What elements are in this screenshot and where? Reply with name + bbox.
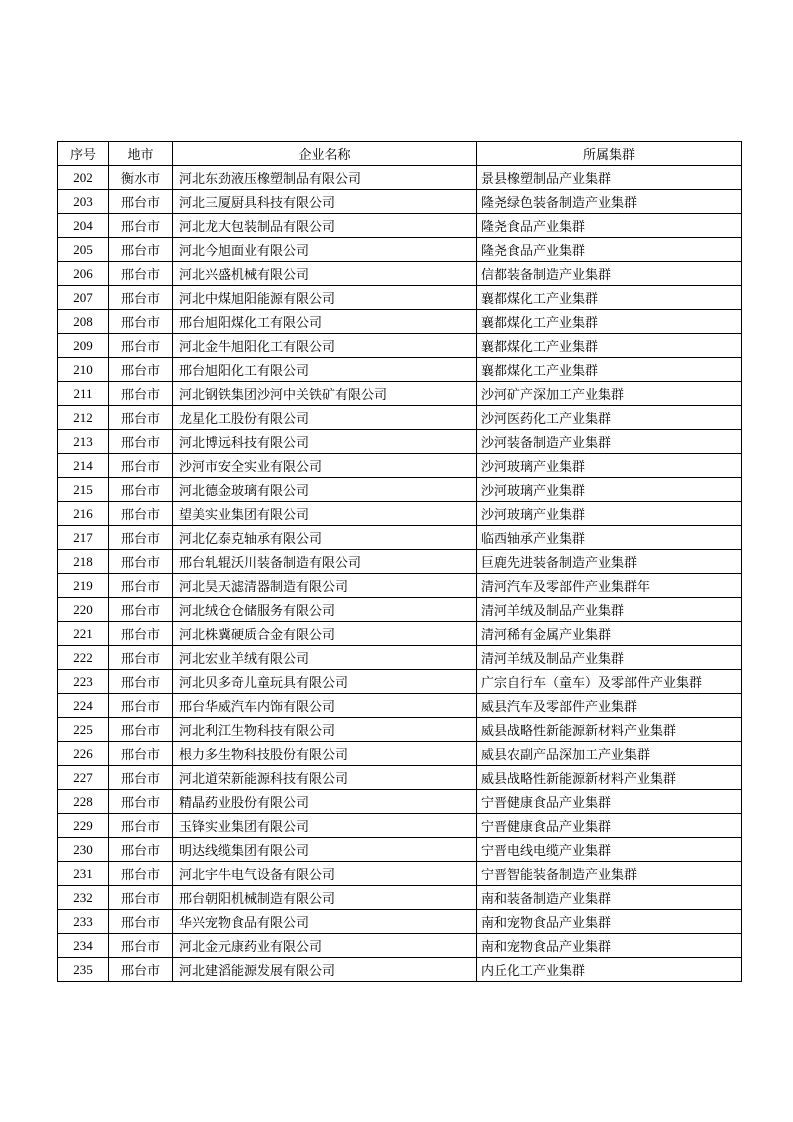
cell-city: 邢台市 [109, 814, 173, 838]
cell-serial: 218 [58, 550, 109, 574]
cell-serial: 216 [58, 502, 109, 526]
table-row [58, 790, 742, 814]
cell-serial: 229 [58, 814, 109, 838]
cell-city: 邢台市 [109, 886, 173, 910]
cell-serial: 204 [58, 214, 109, 238]
cell-cluster: 威县农副产品深加工产业集群 [477, 742, 742, 766]
cell-serial: 235 [58, 958, 109, 982]
table-row [58, 646, 742, 670]
cell-city: 邢台市 [109, 598, 173, 622]
cell-company: 华兴宠物食品有限公司 [173, 910, 477, 934]
cell-cluster: 南和宠物食品产业集群 [477, 910, 742, 934]
cell-city: 邢台市 [109, 766, 173, 790]
table-row [58, 814, 742, 838]
cell-cluster: 宁晋智能装备制造产业集群 [477, 862, 742, 886]
table-row [58, 670, 742, 694]
header-city: 地市 [109, 142, 173, 166]
cell-serial: 211 [58, 382, 109, 406]
cell-city: 邢台市 [109, 262, 173, 286]
cell-company: 河北株冀硬质合金有限公司 [173, 622, 477, 646]
cell-cluster: 南和宠物食品产业集群 [477, 934, 742, 958]
cell-cluster: 隆尧食品产业集群 [477, 238, 742, 262]
cell-city: 邢台市 [109, 430, 173, 454]
table-row [58, 694, 742, 718]
cell-city: 邢台市 [109, 550, 173, 574]
cell-cluster: 隆尧食品产业集群 [477, 214, 742, 238]
header-company: 企业名称 [173, 142, 477, 166]
cell-city: 邢台市 [109, 406, 173, 430]
cell-cluster: 信都装备制造产业集群 [477, 262, 742, 286]
cell-company: 根力多生物科技股份有限公司 [173, 742, 477, 766]
cell-company: 河北昊天滤清器制造有限公司 [173, 574, 477, 598]
cell-company: 河北兴盛机械有限公司 [173, 262, 477, 286]
cell-company: 河北金元康药业有限公司 [173, 934, 477, 958]
cell-city: 邢台市 [109, 718, 173, 742]
header-serial: 序号 [58, 142, 109, 166]
cell-serial: 212 [58, 406, 109, 430]
table-row [58, 334, 742, 358]
cell-cluster: 南和装备制造产业集群 [477, 886, 742, 910]
cell-cluster: 宁晋健康食品产业集群 [477, 790, 742, 814]
table-row [58, 838, 742, 862]
cell-cluster: 宁晋健康食品产业集群 [477, 814, 742, 838]
cell-serial: 222 [58, 646, 109, 670]
cell-cluster: 沙河玻璃产业集群 [477, 454, 742, 478]
cell-cluster: 威县汽车及零部件产业集群 [477, 694, 742, 718]
header-row [58, 142, 742, 166]
cell-serial: 225 [58, 718, 109, 742]
cell-cluster: 沙河装备制造产业集群 [477, 430, 742, 454]
cell-company: 河北金牛旭阳化工有限公司 [173, 334, 477, 358]
cell-city: 邢台市 [109, 526, 173, 550]
cell-serial: 206 [58, 262, 109, 286]
cell-cluster: 威县战略性新能源新材料产业集群 [477, 718, 742, 742]
cell-serial: 231 [58, 862, 109, 886]
cell-city: 邢台市 [109, 286, 173, 310]
cell-company: 河北钢铁集团沙河中关铁矿有限公司 [173, 382, 477, 406]
cell-serial: 205 [58, 238, 109, 262]
cell-company: 河北中煤旭阳能源有限公司 [173, 286, 477, 310]
cell-cluster: 巨鹿先进装备制造产业集群 [477, 550, 742, 574]
cell-cluster: 襄都煤化工产业集群 [477, 286, 742, 310]
cell-cluster: 清河羊绒及制品产业集群 [477, 646, 742, 670]
cell-city: 邢台市 [109, 742, 173, 766]
table-row [58, 430, 742, 454]
cell-serial: 213 [58, 430, 109, 454]
cell-city: 邢台市 [109, 358, 173, 382]
table-row [58, 166, 742, 190]
cell-serial: 217 [58, 526, 109, 550]
table-row [58, 742, 742, 766]
cell-company: 邢台旭阳化工有限公司 [173, 358, 477, 382]
table-row [58, 910, 742, 934]
cell-cluster: 沙河矿产深加工产业集群 [477, 382, 742, 406]
table-row [58, 598, 742, 622]
table-row [58, 358, 742, 382]
cell-city: 邢台市 [109, 934, 173, 958]
cell-company: 河北利江生物科技有限公司 [173, 718, 477, 742]
table-body [58, 166, 742, 982]
cell-serial: 234 [58, 934, 109, 958]
cell-cluster: 沙河医药化工产业集群 [477, 406, 742, 430]
table-row [58, 550, 742, 574]
cell-company: 河北宏业羊绒有限公司 [173, 646, 477, 670]
cell-serial: 221 [58, 622, 109, 646]
company-cluster-table [57, 141, 742, 982]
cell-company: 邢台轧辊沃川装备制造有限公司 [173, 550, 477, 574]
cell-serial: 226 [58, 742, 109, 766]
table-row [58, 190, 742, 214]
table-row [58, 238, 742, 262]
table-row [58, 886, 742, 910]
cell-city: 邢台市 [109, 190, 173, 214]
cell-cluster: 临西轴承产业集群 [477, 526, 742, 550]
header-cluster: 所属集群 [477, 142, 742, 166]
cell-serial: 203 [58, 190, 109, 214]
cell-city: 邢台市 [109, 238, 173, 262]
cell-cluster: 清河汽车及零部件产业集群年 [477, 574, 742, 598]
cell-serial: 208 [58, 310, 109, 334]
cell-serial: 223 [58, 670, 109, 694]
cell-cluster: 沙河玻璃产业集群 [477, 502, 742, 526]
cell-city: 邢台市 [109, 574, 173, 598]
cell-serial: 219 [58, 574, 109, 598]
cell-company: 邢台旭阳煤化工有限公司 [173, 310, 477, 334]
table-row [58, 526, 742, 550]
cell-company: 河北博远科技有限公司 [173, 430, 477, 454]
cell-serial: 215 [58, 478, 109, 502]
cell-company: 河北道荣新能源科技有限公司 [173, 766, 477, 790]
cell-serial: 233 [58, 910, 109, 934]
cell-company: 河北绒仓仓储服务有限公司 [173, 598, 477, 622]
cell-cluster: 清河稀有金属产业集群 [477, 622, 742, 646]
cell-cluster: 宁晋电线电缆产业集群 [477, 838, 742, 862]
cell-city: 邢台市 [109, 694, 173, 718]
cell-serial: 227 [58, 766, 109, 790]
cell-serial: 214 [58, 454, 109, 478]
cell-city: 邢台市 [109, 910, 173, 934]
table-row [58, 382, 742, 406]
table-row [58, 286, 742, 310]
cell-cluster: 景县橡塑制品产业集群 [477, 166, 742, 190]
cell-serial: 228 [58, 790, 109, 814]
cell-serial: 230 [58, 838, 109, 862]
cell-serial: 210 [58, 358, 109, 382]
cell-city: 邢台市 [109, 382, 173, 406]
table-row [58, 862, 742, 886]
cell-company: 河北亿泰克轴承有限公司 [173, 526, 477, 550]
cell-company: 河北三厦厨具科技有限公司 [173, 190, 477, 214]
table-row [58, 310, 742, 334]
table-row [58, 406, 742, 430]
cell-city: 邢台市 [109, 454, 173, 478]
cell-cluster: 沙河玻璃产业集群 [477, 478, 742, 502]
cell-company: 明达线缆集团有限公司 [173, 838, 477, 862]
cell-serial: 209 [58, 334, 109, 358]
cell-cluster: 襄都煤化工产业集群 [477, 334, 742, 358]
cell-city: 邢台市 [109, 334, 173, 358]
cell-city: 邢台市 [109, 862, 173, 886]
table-row [58, 718, 742, 742]
table-row [58, 622, 742, 646]
cell-company: 河北建滔能源发展有限公司 [173, 958, 477, 982]
cell-city: 邢台市 [109, 958, 173, 982]
cell-city: 邢台市 [109, 478, 173, 502]
cell-city: 邢台市 [109, 214, 173, 238]
cell-cluster: 襄都煤化工产业集群 [477, 310, 742, 334]
cell-city: 邢台市 [109, 670, 173, 694]
cell-cluster: 隆尧绿色装备制造产业集群 [477, 190, 742, 214]
cell-company: 沙河市安全实业有限公司 [173, 454, 477, 478]
cell-company: 河北东劲液压橡塑制品有限公司 [173, 166, 477, 190]
cell-serial: 220 [58, 598, 109, 622]
cell-city: 邢台市 [109, 310, 173, 334]
cell-city: 衡水市 [109, 166, 173, 190]
table-row [58, 934, 742, 958]
cell-cluster: 内丘化工产业集群 [477, 958, 742, 982]
cell-company: 望美实业集团有限公司 [173, 502, 477, 526]
cell-company: 龙星化工股份有限公司 [173, 406, 477, 430]
table-row [58, 454, 742, 478]
cell-company: 河北龙大包装制品有限公司 [173, 214, 477, 238]
cell-cluster: 襄都煤化工产业集群 [477, 358, 742, 382]
table-row [58, 502, 742, 526]
table-row [58, 574, 742, 598]
table-row [58, 214, 742, 238]
cell-city: 邢台市 [109, 646, 173, 670]
cell-company: 河北宇牛电气设备有限公司 [173, 862, 477, 886]
cell-city: 邢台市 [109, 790, 173, 814]
cell-city: 邢台市 [109, 622, 173, 646]
cell-cluster: 清河羊绒及制品产业集群 [477, 598, 742, 622]
table-row [58, 766, 742, 790]
cell-cluster: 广宗自行车（童车）及零部件产业集群 [477, 670, 742, 694]
cell-city: 邢台市 [109, 502, 173, 526]
cell-company: 精晶药业股份有限公司 [173, 790, 477, 814]
cell-serial: 207 [58, 286, 109, 310]
cell-company: 邢台朝阳机械制造有限公司 [173, 886, 477, 910]
cell-company: 邢台华威汽车内饰有限公司 [173, 694, 477, 718]
table-row [58, 958, 742, 982]
cell-city: 邢台市 [109, 838, 173, 862]
cell-serial: 232 [58, 886, 109, 910]
cell-company: 河北德金玻璃有限公司 [173, 478, 477, 502]
table-row [58, 262, 742, 286]
cell-cluster: 威县战略性新能源新材料产业集群 [477, 766, 742, 790]
cell-company: 河北贝多奇儿童玩具有限公司 [173, 670, 477, 694]
cell-company: 河北今旭面业有限公司 [173, 238, 477, 262]
cell-serial: 224 [58, 694, 109, 718]
cell-company: 玉锋实业集团有限公司 [173, 814, 477, 838]
cell-serial: 202 [58, 166, 109, 190]
table-row [58, 478, 742, 502]
